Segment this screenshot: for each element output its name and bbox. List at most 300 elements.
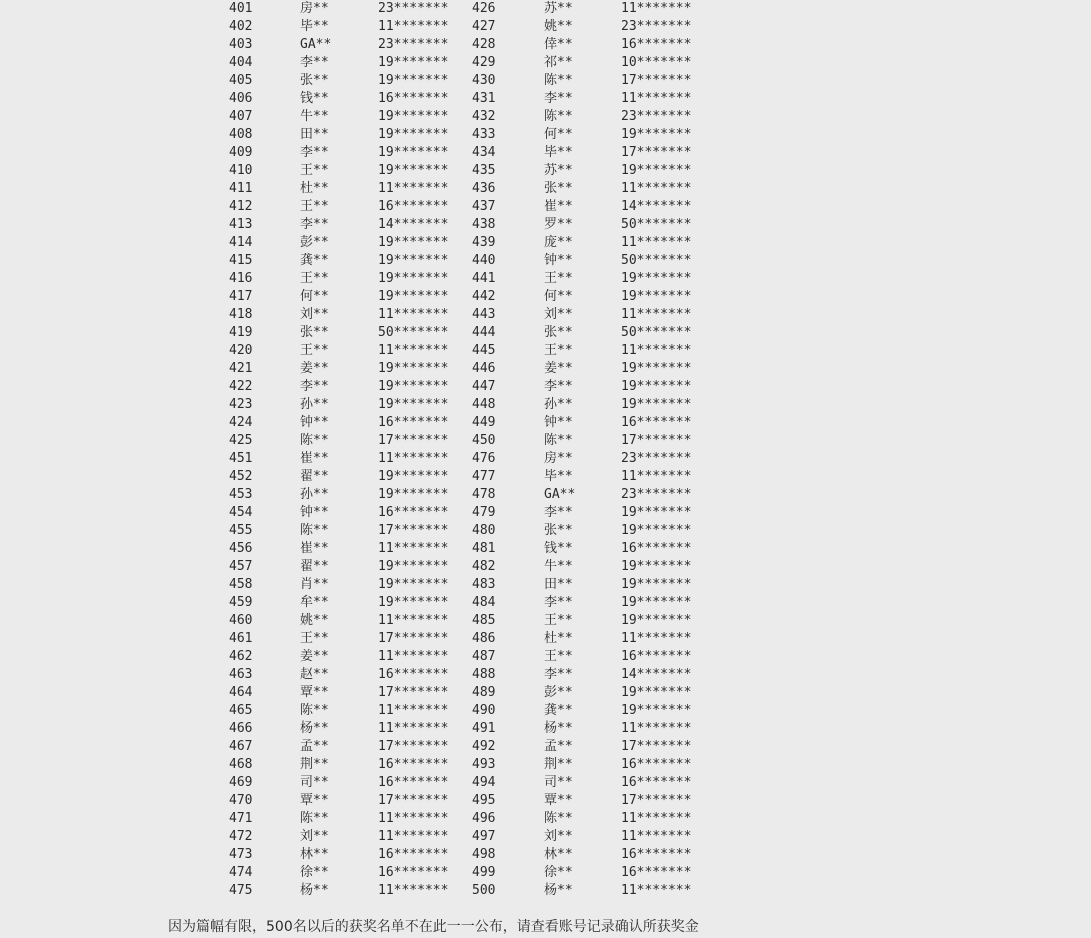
winner-row [0, 468, 1091, 486]
winner-number-right: 440 [472, 253, 496, 268]
winner-account-right: 17******* [621, 145, 692, 160]
winner-account-left: 19******* [378, 73, 449, 88]
winner-number-right: 500 [472, 883, 496, 898]
winner-name-left: 牟** [300, 595, 329, 610]
winner-row [0, 36, 1091, 54]
winner-number-right: 486 [472, 631, 496, 646]
winner-name-right: 杨** [544, 721, 573, 736]
winner-account-left: 16******* [378, 91, 449, 106]
winner-account-left: 11******* [378, 829, 449, 844]
winner-row [0, 234, 1091, 252]
winner-number-left: 414 [229, 235, 253, 250]
winner-number-right: 481 [472, 541, 496, 556]
winner-name-left: 王** [300, 631, 329, 646]
winner-row [0, 126, 1091, 144]
winner-name-left: 杜** [300, 181, 329, 196]
winner-account-right: 11******* [621, 1, 692, 16]
winner-account-right: 19******* [621, 577, 692, 592]
winner-name-right: 林** [544, 847, 573, 862]
winner-row [0, 162, 1091, 180]
winner-account-left: 19******* [378, 163, 449, 178]
winner-name-right: 陈** [544, 109, 573, 124]
winner-account-right: 16******* [621, 865, 692, 880]
winner-name-right: 田** [544, 577, 573, 592]
winner-account-left: 19******* [378, 487, 449, 502]
winner-name-left: 杨** [300, 721, 329, 736]
winner-number-right: 493 [472, 757, 496, 772]
winner-account-right: 19******* [621, 505, 692, 520]
winner-number-left: 458 [229, 577, 253, 592]
winner-account-left: 11******* [378, 703, 449, 718]
winner-account-left: 11******* [378, 613, 449, 628]
winner-number-right: 488 [472, 667, 496, 682]
winner-account-right: 11******* [621, 343, 692, 358]
winner-name-left: 何** [300, 289, 329, 304]
winner-account-left: 23******* [378, 37, 449, 52]
winner-name-left: 孙** [300, 397, 329, 412]
winner-number-left: 464 [229, 685, 253, 700]
winner-name-left: 钟** [300, 415, 329, 430]
winner-number-right: 495 [472, 793, 496, 808]
winner-number-left: 455 [229, 523, 253, 538]
winner-number-left: 422 [229, 379, 253, 394]
winner-name-left: 毕** [300, 19, 329, 34]
winner-number-right: 445 [472, 343, 496, 358]
winner-account-right: 17******* [621, 73, 692, 88]
winner-account-right: 11******* [621, 829, 692, 844]
winner-account-right: 16******* [621, 37, 692, 52]
winner-name-left: 林** [300, 847, 329, 862]
winner-name-right: 陈** [544, 433, 573, 448]
winner-name-left: 房** [300, 1, 329, 16]
winner-account-right: 19******* [621, 361, 692, 376]
winner-row [0, 324, 1091, 342]
winner-number-left: 474 [229, 865, 253, 880]
winner-name-left: 李** [300, 55, 329, 70]
winner-account-left: 17******* [378, 631, 449, 646]
winner-account-left: 16******* [378, 199, 449, 214]
winner-name-right: 李** [544, 505, 573, 520]
winner-name-right: 徐** [544, 865, 573, 880]
winner-number-left: 402 [229, 19, 253, 34]
winner-name-left: 荆** [300, 757, 329, 772]
winner-number-right: 483 [472, 577, 496, 592]
winner-name-left: 姜** [300, 361, 329, 376]
winner-number-left: 413 [229, 217, 253, 232]
winner-name-left: 陈** [300, 703, 329, 718]
winner-account-right: 19******* [621, 559, 692, 574]
winner-number-left: 420 [229, 343, 253, 358]
winner-account-left: 16******* [378, 667, 449, 682]
winner-number-right: 479 [472, 505, 496, 520]
winner-number-right: 444 [472, 325, 496, 340]
winner-account-left: 14******* [378, 217, 449, 232]
winner-number-right: 489 [472, 685, 496, 700]
winner-account-right: 11******* [621, 721, 692, 736]
winner-name-left: 牛** [300, 109, 329, 124]
winner-number-right: 499 [472, 865, 496, 880]
winner-account-right: 14******* [621, 667, 692, 682]
winner-row [0, 342, 1091, 360]
winner-row [0, 612, 1091, 630]
winner-number-right: 446 [472, 361, 496, 376]
winner-number-left: 465 [229, 703, 253, 718]
winner-row [0, 360, 1091, 378]
winner-row [0, 18, 1091, 36]
winner-number-left: 457 [229, 559, 253, 574]
winner-number-left: 421 [229, 361, 253, 376]
winner-account-right: 19******* [621, 289, 692, 304]
winner-account-left: 11******* [378, 883, 449, 898]
winner-number-right: 496 [472, 811, 496, 826]
winner-number-left: 454 [229, 505, 253, 520]
winner-number-left: 423 [229, 397, 253, 412]
winner-name-right: 孟** [544, 739, 573, 754]
winner-row [0, 54, 1091, 72]
winner-name-right: 苏** [544, 163, 573, 178]
winner-name-right: 张** [544, 181, 573, 196]
winner-number-left: 417 [229, 289, 253, 304]
winner-number-right: 449 [472, 415, 496, 430]
winner-row [0, 0, 1091, 18]
winner-row [0, 270, 1091, 288]
winner-number-right: 498 [472, 847, 496, 862]
winner-account-left: 19******* [378, 559, 449, 574]
winner-name-right: 李** [544, 379, 573, 394]
winner-number-right: 434 [472, 145, 496, 160]
winner-row [0, 720, 1091, 738]
winner-name-left: GA** [300, 37, 332, 52]
winner-name-right: 毕** [544, 469, 573, 484]
winner-account-right: 11******* [621, 883, 692, 898]
winner-name-left: 田** [300, 127, 329, 142]
winner-account-right: 11******* [621, 235, 692, 250]
winner-number-right: 437 [472, 199, 496, 214]
winner-name-right: 荆** [544, 757, 573, 772]
winner-row [0, 702, 1091, 720]
winner-account-left: 50******* [378, 325, 449, 340]
winner-number-left: 412 [229, 199, 253, 214]
winner-account-left: 17******* [378, 433, 449, 448]
winner-name-right: 倖** [544, 37, 573, 52]
winner-number-left: 460 [229, 613, 253, 628]
winner-account-left: 19******* [378, 289, 449, 304]
winner-name-left: 赵** [300, 667, 329, 682]
winner-account-right: 19******* [621, 595, 692, 610]
winner-row [0, 756, 1091, 774]
winner-account-right: 23******* [621, 487, 692, 502]
winner-name-left: 李** [300, 217, 329, 232]
winner-number-right: 431 [472, 91, 496, 106]
winner-name-left: 王** [300, 163, 329, 178]
winner-row [0, 432, 1091, 450]
winner-account-right: 23******* [621, 19, 692, 34]
winner-account-right: 19******* [621, 613, 692, 628]
winner-number-left: 459 [229, 595, 253, 610]
winner-name-right: 刘** [544, 307, 573, 322]
winner-account-left: 19******* [378, 595, 449, 610]
winner-name-left: 陈** [300, 811, 329, 826]
winner-account-left: 11******* [378, 343, 449, 358]
winner-number-right: 484 [472, 595, 496, 610]
winner-account-right: 16******* [621, 415, 692, 430]
winner-account-right: 17******* [621, 793, 692, 808]
winner-account-left: 17******* [378, 793, 449, 808]
winner-name-left: 刘** [300, 307, 329, 322]
winner-name-right: 王** [544, 343, 573, 358]
winner-row [0, 828, 1091, 846]
winner-number-left: 468 [229, 757, 253, 772]
winner-number-left: 416 [229, 271, 253, 286]
winner-account-right: 11******* [621, 307, 692, 322]
winner-account-left: 19******* [378, 253, 449, 268]
winner-account-right: 11******* [621, 181, 692, 196]
winner-name-right: 陈** [544, 73, 573, 88]
winner-number-left: 419 [229, 325, 253, 340]
winner-row [0, 540, 1091, 558]
winner-account-left: 17******* [378, 739, 449, 754]
winner-account-right: 16******* [621, 775, 692, 790]
winner-number-right: 491 [472, 721, 496, 736]
winner-account-right: 10******* [621, 55, 692, 70]
winner-account-left: 11******* [378, 181, 449, 196]
winner-number-left: 418 [229, 307, 253, 322]
winner-number-left: 411 [229, 181, 253, 196]
winner-number-left: 404 [229, 55, 253, 70]
winner-account-right: 50******* [621, 217, 692, 232]
winner-number-right: 441 [472, 271, 496, 286]
winner-account-left: 16******* [378, 847, 449, 862]
winner-name-right: 李** [544, 91, 573, 106]
winner-row [0, 630, 1091, 648]
winner-number-left: 471 [229, 811, 253, 826]
winner-name-left: 孟** [300, 739, 329, 754]
winner-row [0, 252, 1091, 270]
winner-account-right: 16******* [621, 757, 692, 772]
winner-name-right: 罗** [544, 217, 573, 232]
winner-account-right: 17******* [621, 433, 692, 448]
winner-row [0, 306, 1091, 324]
winner-row [0, 396, 1091, 414]
winner-account-right: 14******* [621, 199, 692, 214]
winner-number-left: 452 [229, 469, 253, 484]
winner-number-right: 438 [472, 217, 496, 232]
winner-name-right: GA** [544, 487, 576, 502]
winner-number-right: 443 [472, 307, 496, 322]
winner-account-left: 11******* [378, 541, 449, 556]
winner-account-left: 11******* [378, 649, 449, 664]
winner-name-left: 李** [300, 379, 329, 394]
winner-number-left: 467 [229, 739, 253, 754]
winner-account-left: 19******* [378, 577, 449, 592]
winner-account-left: 19******* [378, 55, 449, 70]
winner-number-right: 447 [472, 379, 496, 394]
winner-row [0, 504, 1091, 522]
winner-account-left: 11******* [378, 721, 449, 736]
winner-account-left: 11******* [378, 19, 449, 34]
winner-row [0, 774, 1091, 792]
winner-number-right: 429 [472, 55, 496, 70]
winner-name-right: 庞** [544, 235, 573, 250]
winner-number-left: 408 [229, 127, 253, 142]
winner-number-right: 490 [472, 703, 496, 718]
winner-number-left: 461 [229, 631, 253, 646]
winner-row [0, 90, 1091, 108]
winner-number-left: 409 [229, 145, 253, 160]
winner-account-left: 16******* [378, 865, 449, 880]
winner-name-left: 姚** [300, 613, 329, 628]
winner-account-right: 19******* [621, 271, 692, 286]
winner-account-left: 16******* [378, 775, 449, 790]
winner-row [0, 414, 1091, 432]
winner-name-left: 翟** [300, 469, 329, 484]
winner-row [0, 558, 1091, 576]
winner-name-left: 钱** [300, 91, 329, 106]
winner-name-right: 王** [544, 649, 573, 664]
winner-name-right: 陈** [544, 811, 573, 826]
winner-account-left: 19******* [378, 235, 449, 250]
winner-name-right: 何** [544, 289, 573, 304]
winner-name-right: 杜** [544, 631, 573, 646]
winner-number-right: 480 [472, 523, 496, 538]
winner-row [0, 846, 1091, 864]
winner-number-right: 430 [472, 73, 496, 88]
winner-number-left: 415 [229, 253, 253, 268]
winner-account-left: 16******* [378, 505, 449, 520]
winner-name-right: 毕** [544, 145, 573, 160]
winner-account-left: 17******* [378, 685, 449, 700]
winner-number-right: 497 [472, 829, 496, 844]
winner-name-right: 钱** [544, 541, 573, 556]
winner-number-left: 410 [229, 163, 253, 178]
winner-number-left: 462 [229, 649, 253, 664]
winner-name-right: 张** [544, 325, 573, 340]
winner-account-left: 11******* [378, 451, 449, 466]
winner-name-left: 王** [300, 271, 329, 286]
winner-number-right: 487 [472, 649, 496, 664]
winner-number-left: 466 [229, 721, 253, 736]
winner-account-right: 50******* [621, 253, 692, 268]
winner-number-left: 406 [229, 91, 253, 106]
winner-row [0, 198, 1091, 216]
winner-row [0, 288, 1091, 306]
winner-number-right: 439 [472, 235, 496, 250]
winner-account-right: 16******* [621, 847, 692, 862]
winner-account-right: 11******* [621, 631, 692, 646]
winner-account-right: 11******* [621, 91, 692, 106]
winner-name-left: 崔** [300, 541, 329, 556]
winner-number-right: 478 [472, 487, 496, 502]
winner-account-left: 19******* [378, 397, 449, 412]
winner-row [0, 684, 1091, 702]
winner-name-right: 王** [544, 271, 573, 286]
winner-row [0, 792, 1091, 810]
winner-name-right: 姜** [544, 361, 573, 376]
winner-row [0, 180, 1091, 198]
winner-account-left: 23******* [378, 1, 449, 16]
winner-row [0, 450, 1091, 468]
winner-name-left: 张** [300, 73, 329, 88]
winner-account-right: 23******* [621, 109, 692, 124]
winner-account-left: 16******* [378, 415, 449, 430]
winner-name-left: 李** [300, 145, 329, 160]
winner-number-left: 475 [229, 883, 253, 898]
winner-account-right: 17******* [621, 739, 692, 754]
winner-account-right: 19******* [621, 703, 692, 718]
winner-row [0, 738, 1091, 756]
winner-row [0, 144, 1091, 162]
winner-name-right: 司** [544, 775, 573, 790]
winner-number-right: 485 [472, 613, 496, 628]
winner-name-right: 覃** [544, 793, 573, 808]
winner-account-left: 16******* [378, 757, 449, 772]
winner-account-right: 11******* [621, 469, 692, 484]
winner-number-left: 473 [229, 847, 253, 862]
winner-account-right: 23******* [621, 451, 692, 466]
winner-number-right: 435 [472, 163, 496, 178]
winner-name-left: 翟** [300, 559, 329, 574]
winner-account-left: 11******* [378, 811, 449, 826]
winner-account-left: 19******* [378, 361, 449, 376]
winner-row [0, 378, 1091, 396]
winner-number-left: 470 [229, 793, 253, 808]
winner-name-right: 房** [544, 451, 573, 466]
winner-name-right: 张** [544, 523, 573, 538]
winner-name-right: 何** [544, 127, 573, 142]
winner-name-left: 肖** [300, 577, 329, 592]
winner-name-right: 钟** [544, 415, 573, 430]
winner-name-left: 杨** [300, 883, 329, 898]
winner-name-left: 徐** [300, 865, 329, 880]
winner-name-left: 覃** [300, 793, 329, 808]
winner-name-right: 孙** [544, 397, 573, 412]
winner-account-left: 19******* [378, 145, 449, 160]
winner-number-right: 426 [472, 1, 496, 16]
winner-account-left: 17******* [378, 523, 449, 538]
winner-row [0, 522, 1091, 540]
winner-account-right: 19******* [621, 685, 692, 700]
winner-number-right: 433 [472, 127, 496, 142]
winner-number-left: 401 [229, 1, 253, 16]
winner-name-right: 龚** [544, 703, 573, 718]
winner-account-right: 11******* [621, 811, 692, 826]
winner-number-right: 482 [472, 559, 496, 574]
winner-account-right: 19******* [621, 397, 692, 412]
winner-row [0, 864, 1091, 882]
winner-name-left: 刘** [300, 829, 329, 844]
winner-name-left: 陈** [300, 523, 329, 538]
winner-name-right: 崔** [544, 199, 573, 214]
winner-number-right: 494 [472, 775, 496, 790]
winner-name-right: 苏** [544, 1, 573, 16]
winner-name-left: 张** [300, 325, 329, 340]
winner-account-left: 19******* [378, 127, 449, 142]
winner-name-right: 钟** [544, 253, 573, 268]
winner-name-right: 李** [544, 667, 573, 682]
winner-name-right: 牛** [544, 559, 573, 574]
winner-account-right: 19******* [621, 523, 692, 538]
winner-number-right: 492 [472, 739, 496, 754]
winner-name-right: 姚** [544, 19, 573, 34]
winner-name-right: 祁** [544, 55, 573, 70]
winner-name-left: 覃** [300, 685, 329, 700]
winner-name-right: 刘** [544, 829, 573, 844]
winner-name-left: 陈** [300, 433, 329, 448]
winner-number-left: 456 [229, 541, 253, 556]
winner-number-right: 428 [472, 37, 496, 52]
winner-row [0, 648, 1091, 666]
winner-number-right: 442 [472, 289, 496, 304]
